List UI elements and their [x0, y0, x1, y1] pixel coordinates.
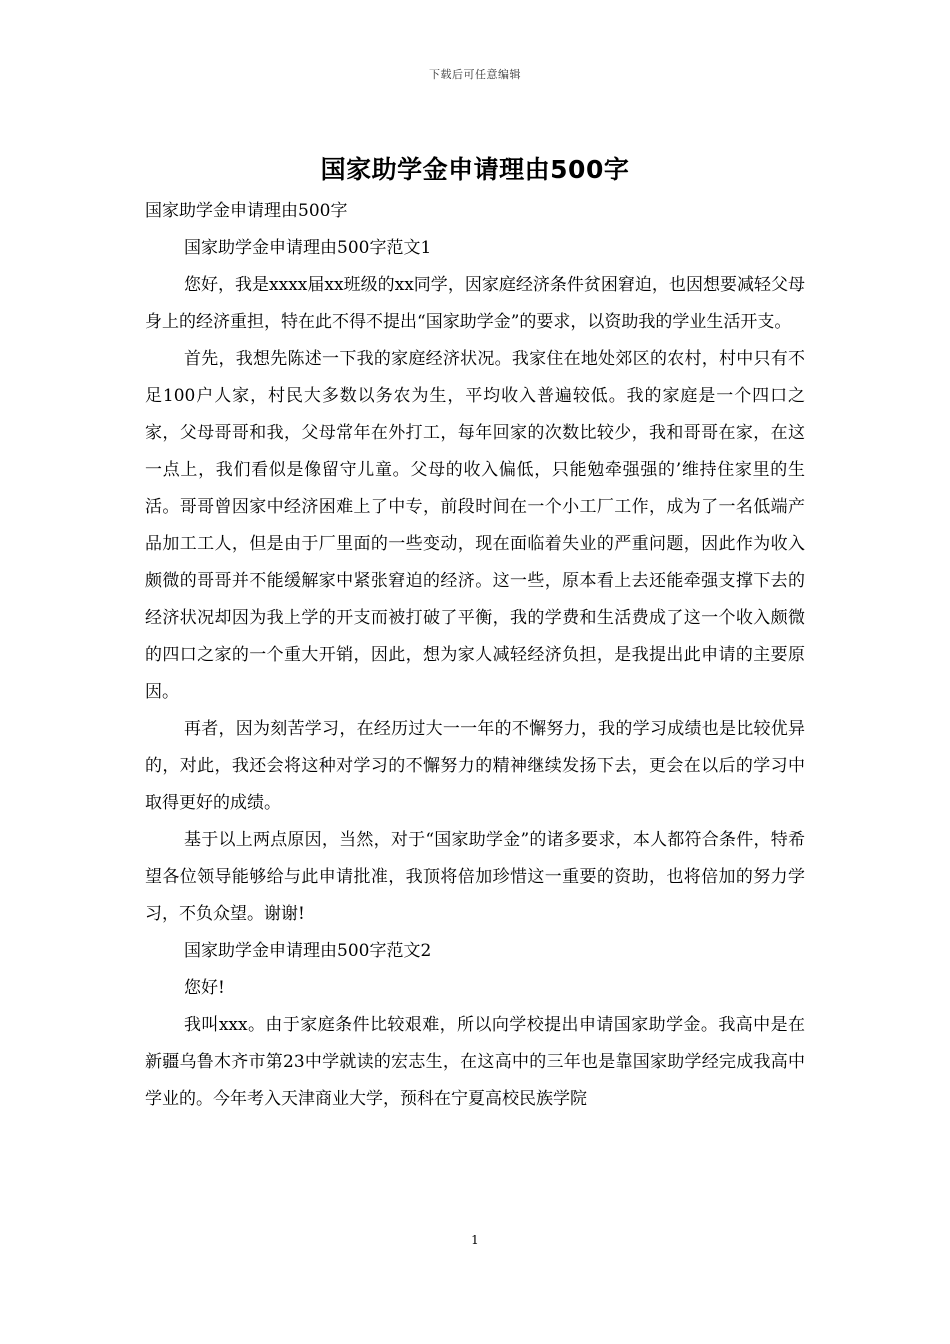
subtitle-paragraph: 国家助学金申请理由500字 — [145, 201, 348, 221]
body-paragraph: 首先，我想先陈述一下我的家庭经济状况。我家住在地处郊区的农村，村中只有不足100户人家，村民大多数以务农为生，平均收入普遍较低。我的家庭是一个四口之家，父母哥哥和我，父母常年在外打工，每年回家的次数比较少，我和哥哥在家，在这一点上，我们看似是像留守儿童。父母的收入偏低，只能勉牵强强的’维持住家里的生活。哥哥曾因家中经济困难上了中专，前段时间在一个小工厂工作，成为了一名低端产品加工工人，但是由于厂里面的一些变动，现在面临着失业的严重问题，因此作为收入颇微的哥哥并不能缓解家中紧张窘迫的经济。这一些，原本看上去还能牵强支撑下去的经济状况却因为我上学的开支而被打破了平衡，我的学费和生活费成了这一个收入颇微的四口之家的一个重大开销，因此，想为家人减轻经济负担，是我提出此申请的主要原因。 — [145, 349, 805, 702]
body-paragraph: 我叫xxx。由于家庭条件比较艰难，所以向学校提出申请国家助学金。我高中是在新疆乌鲁木齐市第23中学就读的宏志生，在这高中的三年也是靠国家助学经完成我高中学业的。今年考入天津商业大学，预科在宁夏高校民族学院 — [145, 1015, 805, 1109]
document-title: 国家助学金申请理由500字 — [320, 155, 630, 184]
section-heading-2: 国家助学金申请理由500字范文2 — [184, 941, 432, 961]
body-paragraph: 基于以上两点原因，当然，对于“国家助学金”的诸多要求，本人都符合条件，特希望各位领导能够给与此申请批准，我顶将倍加珍惜这一重要的资助，也将倍加的努力学习，不负众望。谢谢! — [145, 830, 805, 924]
document-body — [145, 193, 805, 1118]
body-paragraph: 您好，我是xxxx届xx班级的xx同学，因家庭经济条件贫困窘迫，也因想要减轻父母身上的经济重担，特在此不得不提出“国家助学金”的要求，以资助我的学业生活开支。 — [145, 275, 805, 332]
body-paragraph: 再者，因为刻苦学习，在经历过大一一年的不懈努力，我的学习成绩也是比较优异的，对此，我还会将这种对学习的不懈努力的精神继续发扬下去，更会在以后的学习中取得更好的成绩。 — [145, 719, 805, 813]
greeting-paragraph: 您好! — [184, 978, 225, 998]
section-heading-1: 国家助学金申请理由500字范文1 — [184, 238, 432, 258]
page-header: 下载后可任意编辑 — [429, 68, 521, 81]
page-number: 1 — [471, 1233, 479, 1247]
